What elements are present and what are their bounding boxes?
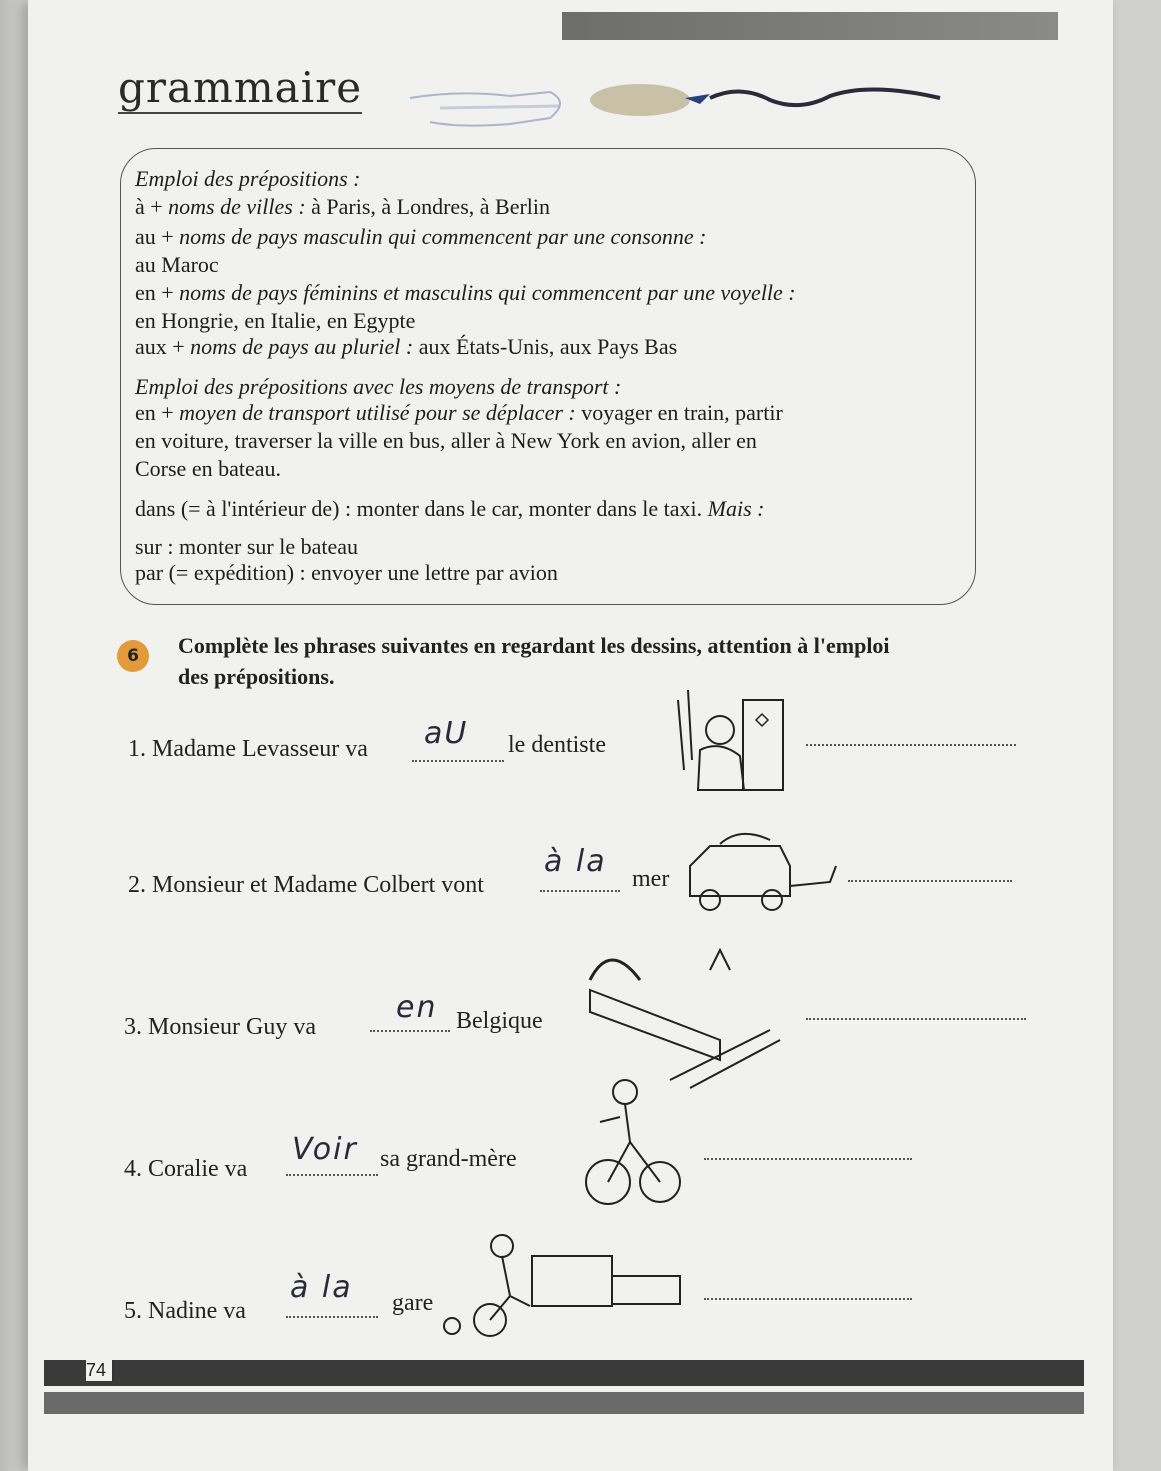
sentence-1-start: 1. Madame Levasseur va bbox=[128, 736, 368, 762]
rule-text: par (= expédition) : envoyer une lettre par avion bbox=[135, 560, 558, 585]
rule-text: noms de pays féminins et masculins qui commencent par une voyelle : bbox=[179, 280, 796, 305]
rule-line bbox=[135, 560, 558, 586]
rule-line bbox=[135, 280, 796, 306]
girl-on-bicycle-drawing-icon bbox=[580, 1072, 690, 1212]
rule-text: en Hongrie, en Italie, en Egypte bbox=[135, 308, 416, 333]
line-blank-2[interactable] bbox=[848, 880, 1012, 882]
rule-text: Corse en bateau. bbox=[135, 456, 281, 481]
line-blank-1[interactable] bbox=[806, 744, 1016, 746]
sentence-1-end: le dentiste bbox=[508, 732, 606, 758]
exercise-instruction-continued: des prépositions. bbox=[178, 664, 335, 689]
line-blank-3[interactable] bbox=[806, 1018, 1026, 1020]
rule-text: aux États-Unis, aux Pays Bas bbox=[413, 334, 678, 359]
rule-text: au Maroc bbox=[135, 252, 219, 277]
sentence-2-end: mer bbox=[632, 866, 670, 892]
rule-line bbox=[135, 534, 358, 560]
answer-blank-1[interactable] bbox=[412, 760, 504, 762]
rule-line bbox=[135, 252, 219, 278]
rule-line bbox=[135, 166, 361, 192]
dentist-drawing-icon bbox=[648, 670, 798, 806]
sentence-4-end: sa grand-mère bbox=[380, 1146, 517, 1172]
handwritten-answer-4: Voir bbox=[292, 1132, 358, 1167]
rule-text: moyen de transport utilisé pour se déplacer : bbox=[179, 400, 576, 425]
line-blank-4[interactable] bbox=[704, 1158, 912, 1160]
line-blank-5[interactable] bbox=[704, 1298, 912, 1300]
rule-line bbox=[135, 194, 550, 220]
answer-blank-5[interactable] bbox=[286, 1316, 378, 1318]
answer-blank-2[interactable] bbox=[540, 890, 620, 892]
rule-text: sur : monter sur le bateau bbox=[135, 534, 358, 559]
page-heading: grammaire bbox=[118, 63, 363, 112]
rule-line bbox=[135, 334, 677, 360]
rule-line bbox=[135, 496, 764, 522]
handwritten-answer-1: aU bbox=[424, 716, 469, 751]
rule-text: Mais : bbox=[707, 496, 765, 521]
rule-text: au + bbox=[135, 224, 180, 249]
rule-text: à + bbox=[135, 194, 169, 219]
car-with-boat-drawing-icon bbox=[680, 816, 840, 916]
rule-text: voyager en train, partir bbox=[575, 400, 783, 425]
rule-text: noms de villes : bbox=[168, 194, 306, 219]
sentence-2-start: 2. Monsieur et Madame Colbert vont bbox=[128, 872, 484, 898]
sentence-3-end: Belgique bbox=[456, 1008, 543, 1034]
exercise-instruction: Complète les phrases suivantes en regardant les dessins, attention à l'emploi bbox=[178, 633, 890, 658]
scooter-train-station-drawing-icon bbox=[440, 1226, 690, 1342]
answer-blank-4[interactable] bbox=[286, 1174, 378, 1176]
sentence-5-end: gare bbox=[392, 1290, 434, 1316]
rule-text: en voiture, traverser la ville en bus, aller à New York en avion, aller en bbox=[135, 428, 757, 453]
handwritten-answer-5: à la bbox=[290, 1270, 353, 1305]
answer-blank-3[interactable] bbox=[370, 1030, 450, 1032]
sentence-4-start: 4. Coralie va bbox=[124, 1156, 248, 1182]
header-bar bbox=[562, 12, 1058, 40]
rule-text: à Paris, à Londres, à Berlin bbox=[305, 194, 551, 219]
rule-text: en + bbox=[135, 400, 180, 425]
rule-text: noms de pays au pluriel : bbox=[190, 334, 414, 359]
rule-text: aux + bbox=[135, 334, 191, 359]
rule-line bbox=[135, 224, 706, 250]
rule-text: dans (= à l'intérieur de) : monter dans le car, monter dans le taxi. bbox=[135, 496, 708, 521]
sentence-5-start: 5. Nadine va bbox=[124, 1298, 246, 1324]
footer-bar bbox=[44, 1360, 1084, 1386]
page-number: 74 bbox=[86, 1360, 114, 1381]
handwritten-answer-3: en bbox=[396, 990, 438, 1025]
footer-bar-lower bbox=[44, 1392, 1084, 1414]
pen-illustration-icon bbox=[400, 78, 960, 138]
rule-line bbox=[135, 456, 281, 482]
rule-line bbox=[135, 374, 621, 400]
train-tunnel-drawing-icon bbox=[570, 920, 790, 1090]
rule-text: en + bbox=[135, 280, 180, 305]
rule-text: Emploi des prépositions : bbox=[135, 166, 361, 191]
rule-line bbox=[135, 400, 783, 426]
rule-text: Emploi des prépositions avec les moyens de transport : bbox=[135, 374, 622, 399]
sentence-3-start: 3. Monsieur Guy va bbox=[124, 1014, 316, 1040]
rule-line bbox=[135, 428, 757, 454]
rule-text: noms de pays masculin qui commencent par une consonne : bbox=[179, 224, 707, 249]
rule-line bbox=[135, 308, 415, 334]
exercise-number-badge: 6 bbox=[117, 640, 149, 672]
handwritten-answer-2: à la bbox=[544, 844, 607, 879]
book-spine bbox=[0, 0, 28, 1471]
